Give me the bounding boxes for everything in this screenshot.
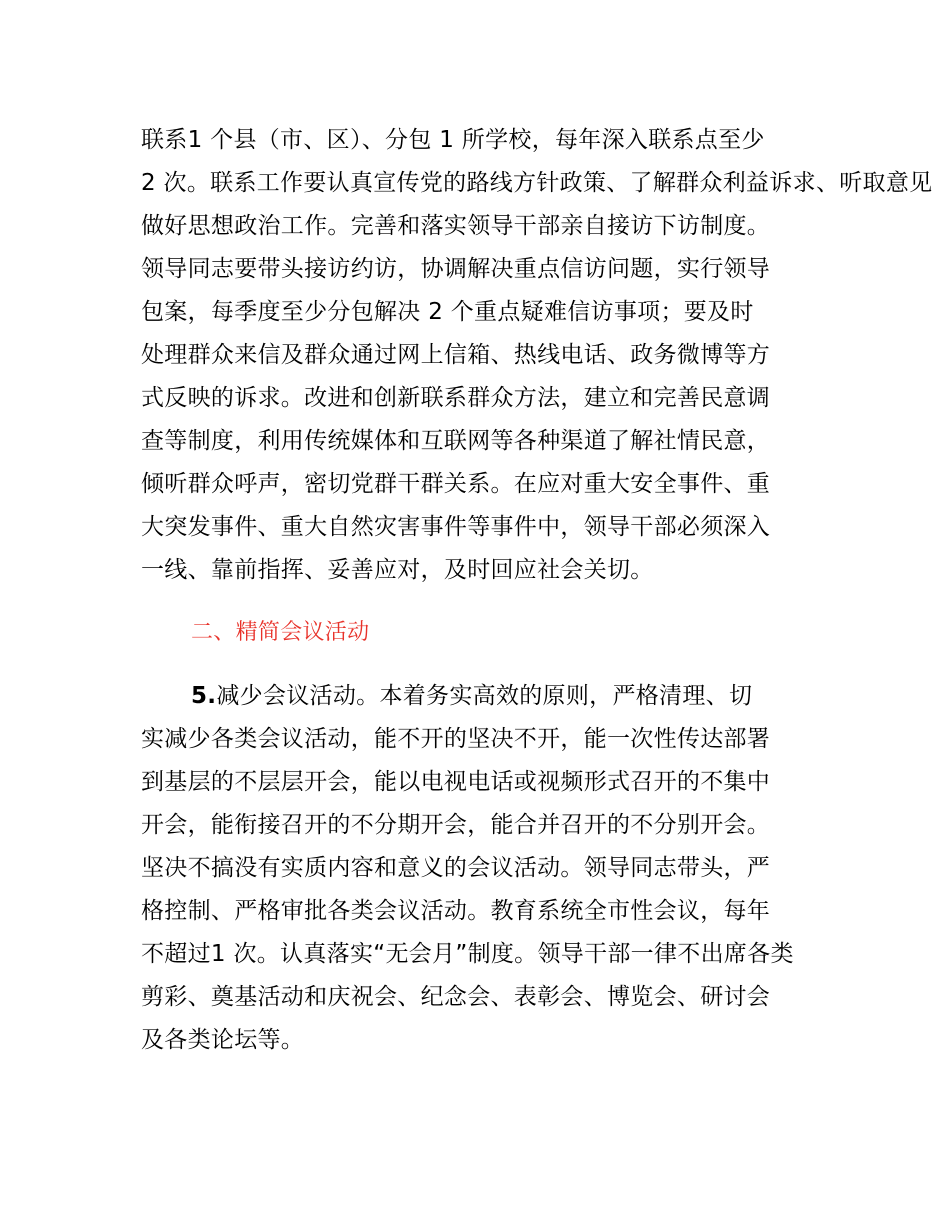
paragraph-line: 实减少各类会议活动，能不开的坚决不开，能一次性传达部署 (141, 726, 771, 752)
paragraph-line: 联系1 个县（市、区）、分包 1 所学校，每年深入联系点至少 (141, 127, 765, 153)
item-first-text: 减少会议活动。本着务实高效的原则，严格清理、切 (216, 683, 753, 709)
paragraph-line: 大突发事件、重大自然灾害事件等事件中，领导干部必须深入 (141, 514, 771, 540)
paragraph-line: 倾听群众呼声，密切党群干群关系。在应对重大安全事件、重 (141, 471, 771, 497)
paragraph-line: 一线、靠前指挥、妥善应对，及时回应社会关切。 (141, 557, 654, 583)
section-heading: 二、精简会议活动 (191, 620, 370, 645)
paragraph-line: 不超过1 次。认真落实“无会月”制度。领导干部一律不出席各类 (141, 941, 794, 967)
paragraph-line: 2 次。联系工作要认真宣传党的路线方针政策、了解群众利益诉求、听取意见 (141, 170, 933, 196)
item-number: 5. (191, 683, 217, 709)
paragraph-line: 开会，能衔接召开的不分期开会，能合并召开的不分别开会。 (141, 812, 771, 838)
paragraph-line: 格控制、严格审批各类会议活动。教育系统全市性会议，每年 (141, 898, 771, 924)
paragraph-first-line (191, 682, 752, 710)
paragraph-line: 包案，每季度至少分包解决 2 个重点疑难信访事项；要及时 (141, 299, 754, 325)
paragraph-line: 及各类论坛等。 (141, 1027, 305, 1053)
paragraph-line: 坚决不搞没有实质内容和意义的会议活动。领导同志带头，严 (141, 855, 771, 881)
paragraph-line: 做好思想政治工作。完善和落实领导干部亲自接访下访制度。 (141, 213, 771, 239)
paragraph-line: 到基层的不层层开会，能以电视电话或视频形式召开的不集中 (141, 769, 771, 795)
paragraph-line: 式反映的诉求。改进和创新联系群众方法，建立和完善民意调 (141, 385, 771, 411)
paragraph-line: 领导同志要带头接访约访，协调解决重点信访问题，实行领导 (141, 256, 771, 282)
paragraph-line: 处理群众来信及群众通过网上信箱、热线电话、政务微博等方 (141, 342, 771, 368)
paragraph-line: 剪彩、奠基活动和庆祝会、纪念会、表彰会、博览会、研讨会 (141, 984, 771, 1010)
paragraph-line: 查等制度，利用传统媒体和互联网等各种渠道了解社情民意， (141, 428, 771, 454)
